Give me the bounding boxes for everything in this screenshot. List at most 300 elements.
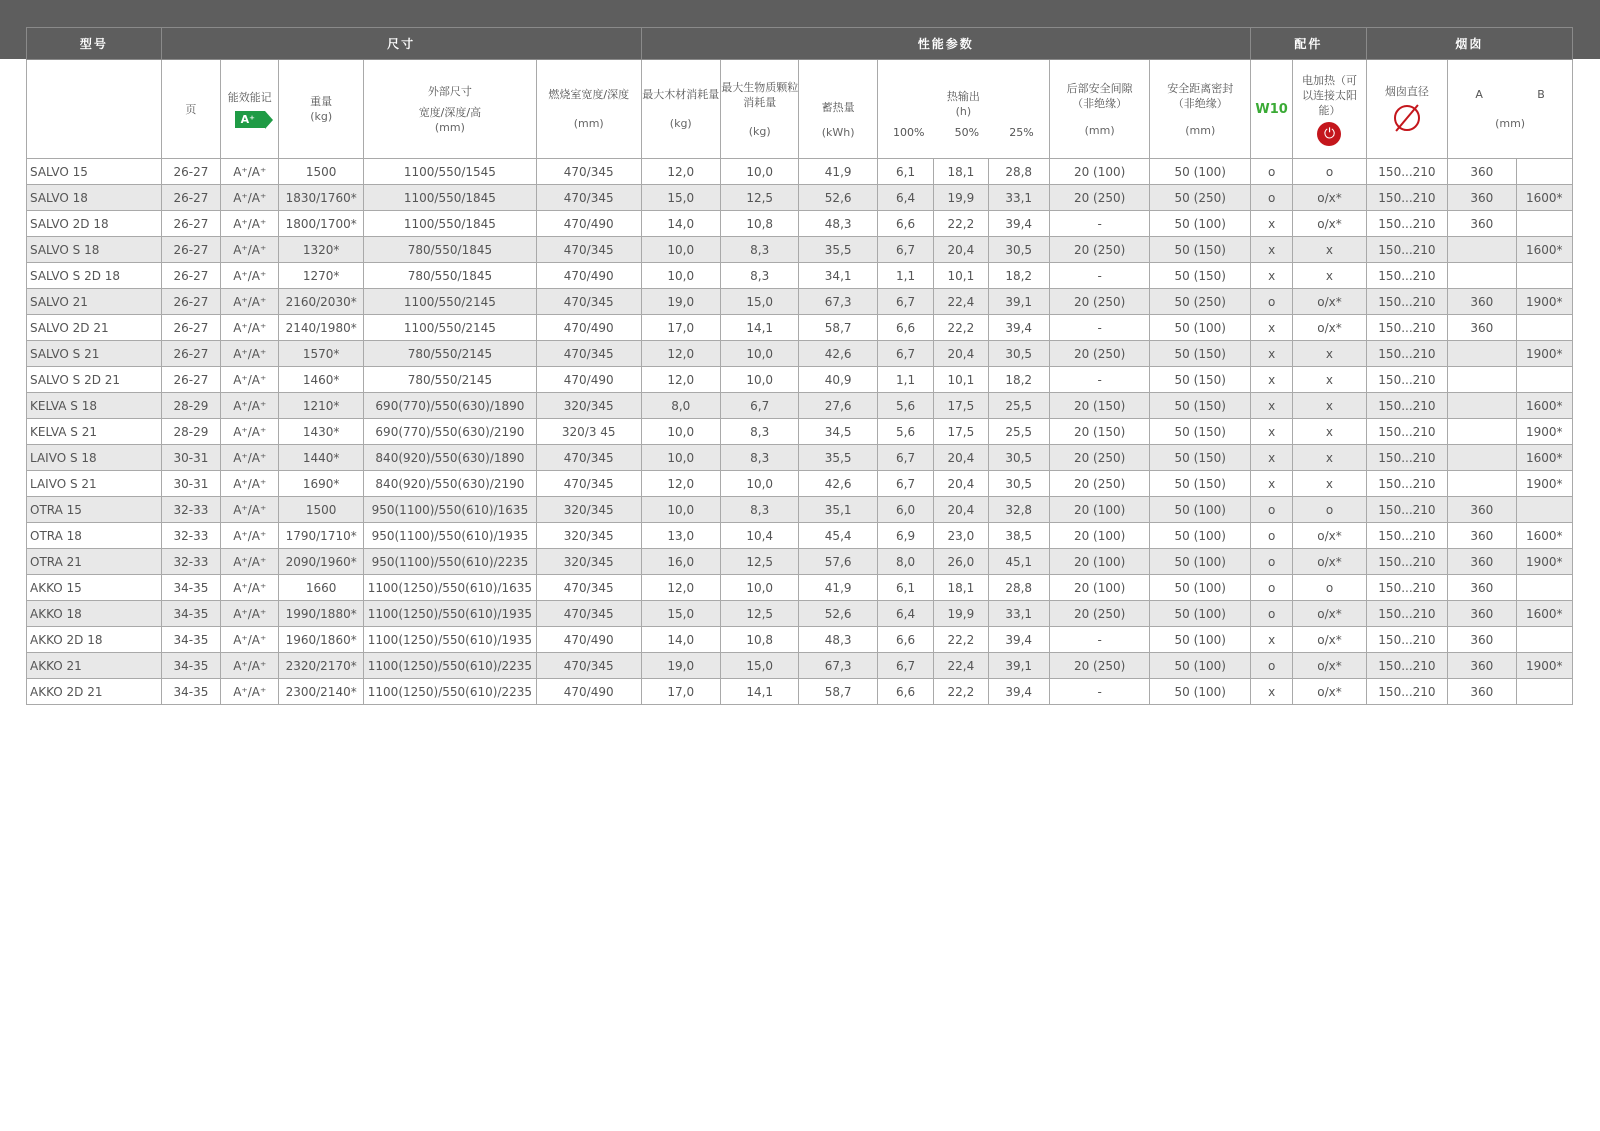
- header-safe-distance: [1150, 60, 1251, 159]
- cell-flue-diameter: 150...210: [1366, 237, 1447, 263]
- cell-firebox: 320/345: [536, 497, 641, 523]
- cell-energy: A⁺/A⁺: [221, 289, 279, 315]
- cell-outer-dims: 1100/550/2145: [363, 315, 536, 341]
- cell-heat-50: 22,2: [934, 679, 988, 705]
- cell-heat-25: 30,5: [988, 237, 1049, 263]
- cell-chimney-a: 360: [1448, 653, 1516, 679]
- cell-chimney-b: [1516, 315, 1572, 341]
- cell-model: SALVO S 18: [27, 237, 162, 263]
- cell-safe-distance: 50 (100): [1150, 653, 1251, 679]
- cell-chimney-b: [1516, 679, 1572, 705]
- cell-safe-distance: 50 (100): [1150, 523, 1251, 549]
- cell-chimney-b: [1516, 211, 1572, 237]
- cell-outer-dims: 1100(1250)/550(610)/2235: [363, 653, 536, 679]
- cell-w10: o: [1251, 159, 1293, 185]
- cell-heat-100: 6,7: [877, 341, 933, 367]
- cell-flue-diameter: 150...210: [1366, 601, 1447, 627]
- cell-chimney-b: [1516, 497, 1572, 523]
- cell-rear-clearance: 20 (150): [1049, 419, 1150, 445]
- cell-rear-clearance: 20 (250): [1049, 653, 1150, 679]
- header-safe-distance-unit: (mm): [1185, 123, 1216, 137]
- cell-storage: 35,5: [799, 237, 877, 263]
- table-row: [27, 419, 1573, 445]
- cell-outer-dims: 690(770)/550(630)/2190: [363, 419, 536, 445]
- cell-model: SALVO 21: [27, 289, 162, 315]
- cell-heat-25: 25,5: [988, 419, 1049, 445]
- cell-rear-clearance: 20 (100): [1049, 497, 1150, 523]
- cell-weight: 1990/1880*: [279, 601, 363, 627]
- cell-max-bio: 15,0: [720, 653, 798, 679]
- cell-page: 32-33: [161, 523, 220, 549]
- cell-w10: x: [1251, 263, 1293, 289]
- cell-rear-clearance: 20 (250): [1049, 471, 1150, 497]
- cell-max-wood: 19,0: [641, 653, 720, 679]
- cell-chimney-b: [1516, 263, 1572, 289]
- cell-safe-distance: 50 (100): [1150, 315, 1251, 341]
- cell-heat-25: 28,8: [988, 575, 1049, 601]
- header-weight-label: 重量: [310, 95, 333, 108]
- cell-max-wood: 10,0: [641, 237, 720, 263]
- cell-chimney-a: 360: [1448, 159, 1516, 185]
- cell-max-bio: 12,5: [720, 549, 798, 575]
- cell-heat-100: 6,6: [877, 211, 933, 237]
- cell-safe-distance: 50 (100): [1150, 549, 1251, 575]
- cell-chimney-b: 1900*: [1516, 653, 1572, 679]
- diameter-icon: [1394, 105, 1420, 131]
- cell-page: 26-27: [161, 367, 220, 393]
- header-flue-diameter-label: 烟囱直径: [1384, 84, 1429, 98]
- cell-safe-distance: 50 (100): [1150, 601, 1251, 627]
- header-max-bio: [720, 60, 798, 159]
- cell-rear-clearance: -: [1049, 315, 1150, 341]
- cell-firebox: 320/345: [536, 523, 641, 549]
- table-row: [27, 211, 1573, 237]
- cell-electric: o: [1293, 497, 1366, 523]
- cell-rear-clearance: 20 (250): [1049, 601, 1150, 627]
- column-header-row: [27, 60, 1573, 159]
- cell-w10: x: [1251, 393, 1293, 419]
- cell-electric: o/x*: [1293, 627, 1366, 653]
- cell-w10: o: [1251, 601, 1293, 627]
- cell-page: 30-31: [161, 445, 220, 471]
- cell-rear-clearance: 20 (250): [1049, 445, 1150, 471]
- cell-page: 32-33: [161, 497, 220, 523]
- cell-storage: 41,9: [799, 575, 877, 601]
- cell-page: 34-35: [161, 679, 220, 705]
- cell-heat-50: 10,1: [934, 263, 988, 289]
- header-w10: [1251, 60, 1293, 159]
- cell-heat-50: 17,5: [934, 419, 988, 445]
- cell-flue-diameter: 150...210: [1366, 289, 1447, 315]
- cell-heat-25: 39,4: [988, 315, 1049, 341]
- cell-heat-25: 39,4: [988, 679, 1049, 705]
- cell-weight: 2090/1960*: [279, 549, 363, 575]
- table-row: [27, 159, 1573, 185]
- cell-flue-diameter: 150...210: [1366, 549, 1447, 575]
- header-max-bio-label: 最大生物质颗粒消耗量: [721, 80, 799, 109]
- cell-w10: o: [1251, 653, 1293, 679]
- cell-max-wood: 12,0: [641, 575, 720, 601]
- cell-heat-50: 22,2: [934, 627, 988, 653]
- cell-model: SALVO 18: [27, 185, 162, 211]
- group-accessories: 配件: [1251, 28, 1367, 60]
- cell-heat-100: 6,9: [877, 523, 933, 549]
- header-storage-unit: (kWh): [821, 126, 855, 139]
- cell-heat-25: 28,8: [988, 159, 1049, 185]
- cell-energy: A⁺/A⁺: [221, 341, 279, 367]
- header-energy-label: 能效能记: [227, 91, 272, 104]
- cell-energy: A⁺/A⁺: [221, 445, 279, 471]
- cell-heat-25: 25,5: [988, 393, 1049, 419]
- cell-max-wood: 15,0: [641, 601, 720, 627]
- cell-model: SALVO 15: [27, 159, 162, 185]
- cell-rear-clearance: -: [1049, 627, 1150, 653]
- cell-chimney-a: [1448, 393, 1516, 419]
- cell-w10: x: [1251, 679, 1293, 705]
- cell-heat-100: 6,6: [877, 315, 933, 341]
- table-row: [27, 471, 1573, 497]
- cell-heat-50: 19,9: [934, 185, 988, 211]
- cell-heat-50: 20,4: [934, 341, 988, 367]
- cell-max-bio: 8,3: [720, 263, 798, 289]
- cell-max-bio: 10,4: [720, 523, 798, 549]
- table-row: [27, 601, 1573, 627]
- cell-storage: 40,9: [799, 367, 877, 393]
- header-firebox-unit: (mm): [573, 117, 604, 130]
- cell-electric: o/x*: [1293, 315, 1366, 341]
- cell-chimney-b: 1900*: [1516, 419, 1572, 445]
- cell-max-bio: 10,8: [720, 627, 798, 653]
- cell-safe-distance: 50 (150): [1150, 445, 1251, 471]
- cell-flue-diameter: 150...210: [1366, 315, 1447, 341]
- cell-chimney-b: 1600*: [1516, 393, 1572, 419]
- cell-outer-dims: 690(770)/550(630)/1890: [363, 393, 536, 419]
- cell-energy: A⁺/A⁺: [221, 159, 279, 185]
- cell-firebox: 470/345: [536, 471, 641, 497]
- cell-safe-distance: 50 (150): [1150, 367, 1251, 393]
- cell-chimney-b: 1900*: [1516, 471, 1572, 497]
- cell-model: AKKO 18: [27, 601, 162, 627]
- header-storage: [799, 60, 877, 159]
- cell-energy: A⁺/A⁺: [221, 627, 279, 653]
- cell-outer-dims: 780/550/1845: [363, 237, 536, 263]
- cell-max-wood: 10,0: [641, 263, 720, 289]
- cell-firebox: 470/345: [536, 237, 641, 263]
- cell-storage: 57,6: [799, 549, 877, 575]
- cell-w10: x: [1251, 471, 1293, 497]
- cell-weight: 2140/1980*: [279, 315, 363, 341]
- cell-firebox: 470/345: [536, 289, 641, 315]
- header-max-wood: [641, 60, 720, 159]
- cell-rear-clearance: 20 (100): [1049, 575, 1150, 601]
- header-heat-100: 100%: [892, 125, 925, 139]
- header-heat-50: 50%: [954, 125, 980, 139]
- cell-max-bio: 12,5: [720, 601, 798, 627]
- cell-heat-100: 6,1: [877, 159, 933, 185]
- cell-rear-clearance: 20 (250): [1049, 341, 1150, 367]
- spec-table-body: [27, 159, 1573, 705]
- cell-flue-diameter: 150...210: [1366, 627, 1447, 653]
- cell-safe-distance: 50 (100): [1150, 159, 1251, 185]
- cell-heat-25: 30,5: [988, 341, 1049, 367]
- cell-firebox: 470/490: [536, 263, 641, 289]
- cell-max-bio: 10,0: [720, 575, 798, 601]
- group-performance: 性能参数: [641, 28, 1251, 60]
- cell-energy: A⁺/A⁺: [221, 393, 279, 419]
- cell-flue-diameter: 150...210: [1366, 185, 1447, 211]
- cell-safe-distance: 50 (100): [1150, 497, 1251, 523]
- cell-page: 26-27: [161, 289, 220, 315]
- cell-heat-50: 22,4: [934, 653, 988, 679]
- chimney-ab-labels: [1448, 87, 1572, 102]
- cell-safe-distance: 50 (150): [1150, 237, 1251, 263]
- cell-model: AKKO 2D 21: [27, 679, 162, 705]
- cell-heat-50: 20,4: [934, 471, 988, 497]
- cell-safe-distance: 50 (100): [1150, 679, 1251, 705]
- cell-weight: 1460*: [279, 367, 363, 393]
- header-model-blank: [27, 60, 162, 159]
- cell-heat-100: 6,7: [877, 653, 933, 679]
- cell-chimney-b: 1600*: [1516, 523, 1572, 549]
- table-row: [27, 341, 1573, 367]
- cell-max-wood: 17,0: [641, 315, 720, 341]
- cell-chimney-a: [1448, 445, 1516, 471]
- cell-storage: 34,1: [799, 263, 877, 289]
- cell-heat-100: 6,4: [877, 601, 933, 627]
- cell-heat-25: 39,1: [988, 653, 1049, 679]
- cell-safe-distance: 50 (150): [1150, 471, 1251, 497]
- cell-weight: 1660: [279, 575, 363, 601]
- cell-weight: 1210*: [279, 393, 363, 419]
- cell-chimney-a: 360: [1448, 315, 1516, 341]
- cell-max-wood: 14,0: [641, 627, 720, 653]
- cell-w10: x: [1251, 315, 1293, 341]
- group-size: 尺寸: [161, 28, 641, 60]
- cell-energy: A⁺/A⁺: [221, 549, 279, 575]
- cell-storage: 27,6: [799, 393, 877, 419]
- cell-max-wood: 17,0: [641, 679, 720, 705]
- cell-heat-25: 39,4: [988, 211, 1049, 237]
- cell-w10: o: [1251, 289, 1293, 315]
- cell-energy: A⁺/A⁺: [221, 679, 279, 705]
- cell-w10: x: [1251, 211, 1293, 237]
- table-row: [27, 627, 1573, 653]
- header-chimney-unit: (mm): [1495, 117, 1526, 130]
- cell-energy: A⁺/A⁺: [221, 263, 279, 289]
- cell-safe-distance: 50 (250): [1150, 185, 1251, 211]
- cell-heat-25: 18,2: [988, 263, 1049, 289]
- cell-electric: x: [1293, 341, 1366, 367]
- cell-weight: 2300/2140*: [279, 679, 363, 705]
- cell-max-wood: 19,0: [641, 289, 720, 315]
- cell-firebox: 470/345: [536, 601, 641, 627]
- cell-firebox: 470/345: [536, 653, 641, 679]
- cell-page: 26-27: [161, 315, 220, 341]
- cell-w10: x: [1251, 445, 1293, 471]
- cell-weight: 2320/2170*: [279, 653, 363, 679]
- cell-chimney-a: 360: [1448, 627, 1516, 653]
- cell-page: 26-27: [161, 263, 220, 289]
- cell-heat-50: 22,4: [934, 289, 988, 315]
- cell-electric: x: [1293, 445, 1366, 471]
- header-weight-unit: (kg): [310, 110, 333, 123]
- cell-flue-diameter: 150...210: [1366, 211, 1447, 237]
- cell-outer-dims: 950(1100)/550(610)/2235: [363, 549, 536, 575]
- cell-chimney-a: 360: [1448, 549, 1516, 575]
- cell-flue-diameter: 150...210: [1366, 419, 1447, 445]
- cell-storage: 58,7: [799, 315, 877, 341]
- cell-safe-distance: 50 (150): [1150, 341, 1251, 367]
- cell-heat-100: 6,6: [877, 679, 933, 705]
- cell-energy: A⁺/A⁺: [221, 237, 279, 263]
- cell-heat-100: 1,1: [877, 263, 933, 289]
- cell-flue-diameter: 150...210: [1366, 523, 1447, 549]
- cell-energy: A⁺/A⁺: [221, 471, 279, 497]
- header-safe-distance-label: 安全距离密封（非绝缘）: [1167, 81, 1234, 110]
- cell-w10: o: [1251, 185, 1293, 211]
- cell-weight: 1690*: [279, 471, 363, 497]
- cell-weight: 1790/1710*: [279, 523, 363, 549]
- cell-chimney-b: 1600*: [1516, 601, 1572, 627]
- group-model: 型号: [27, 28, 162, 60]
- cell-rear-clearance: 20 (250): [1049, 237, 1150, 263]
- table-row: [27, 653, 1573, 679]
- cell-heat-50: 17,5: [934, 393, 988, 419]
- header-energy: [221, 60, 279, 159]
- table-row: [27, 315, 1573, 341]
- header-rear-clearance-unit: (mm): [1084, 123, 1115, 137]
- header-heat-output-label: 热输出: [946, 89, 980, 103]
- table-row: [27, 393, 1573, 419]
- cell-page: 26-27: [161, 159, 220, 185]
- cell-chimney-a: [1448, 341, 1516, 367]
- cell-energy: A⁺/A⁺: [221, 185, 279, 211]
- cell-electric: x: [1293, 263, 1366, 289]
- heat-output-levels: [878, 125, 1049, 140]
- cell-outer-dims: 1100(1250)/550(610)/1935: [363, 627, 536, 653]
- cell-max-bio: 8,3: [720, 497, 798, 523]
- cell-electric: o: [1293, 575, 1366, 601]
- cell-heat-100: 6,1: [877, 575, 933, 601]
- table-row: [27, 185, 1573, 211]
- cell-flue-diameter: 150...210: [1366, 367, 1447, 393]
- cell-w10: o: [1251, 523, 1293, 549]
- cell-max-bio: 8,3: [720, 237, 798, 263]
- header-weight: [279, 60, 363, 159]
- cell-storage: 67,3: [799, 653, 877, 679]
- cell-chimney-a: 360: [1448, 185, 1516, 211]
- cell-safe-distance: 50 (250): [1150, 289, 1251, 315]
- cell-firebox: 470/490: [536, 679, 641, 705]
- cell-weight: 1800/1700*: [279, 211, 363, 237]
- cell-firebox: 320/345: [536, 393, 641, 419]
- cell-storage: 35,1: [799, 497, 877, 523]
- spec-sheet: [26, 27, 1573, 705]
- cell-heat-100: 6,7: [877, 289, 933, 315]
- cell-energy: A⁺/A⁺: [221, 211, 279, 237]
- cell-heat-25: 39,4: [988, 627, 1049, 653]
- cell-w10: x: [1251, 627, 1293, 653]
- cell-safe-distance: 50 (150): [1150, 419, 1251, 445]
- cell-flue-diameter: 150...210: [1366, 497, 1447, 523]
- cell-outer-dims: 950(1100)/550(610)/1935: [363, 523, 536, 549]
- header-firebox-label: 燃烧室宽度/深度: [548, 88, 630, 101]
- cell-model: KELVA S 18: [27, 393, 162, 419]
- cell-weight: 1500: [279, 497, 363, 523]
- cell-outer-dims: 780/550/2145: [363, 341, 536, 367]
- cell-chimney-a: 360: [1448, 211, 1516, 237]
- cell-chimney-a: [1448, 367, 1516, 393]
- cell-outer-dims: 950(1100)/550(610)/1635: [363, 497, 536, 523]
- header-max-bio-unit: (kg): [748, 124, 771, 138]
- plug-icon: ⏻: [1317, 122, 1341, 146]
- cell-heat-100: 6,7: [877, 471, 933, 497]
- cell-electric: o: [1293, 159, 1366, 185]
- cell-max-wood: 15,0: [641, 185, 720, 211]
- cell-electric: x: [1293, 419, 1366, 445]
- cell-flue-diameter: 150...210: [1366, 159, 1447, 185]
- cell-page: 26-27: [161, 211, 220, 237]
- cell-max-wood: 12,0: [641, 159, 720, 185]
- cell-model: SALVO 2D 21: [27, 315, 162, 341]
- cell-heat-100: 1,1: [877, 367, 933, 393]
- cell-chimney-b: 1900*: [1516, 549, 1572, 575]
- header-rear-clearance: [1049, 60, 1150, 159]
- cell-weight: 1960/1860*: [279, 627, 363, 653]
- cell-electric: o/x*: [1293, 653, 1366, 679]
- cell-storage: 34,5: [799, 419, 877, 445]
- cell-heat-50: 20,4: [934, 497, 988, 523]
- cell-chimney-b: [1516, 627, 1572, 653]
- cell-rear-clearance: 20 (150): [1049, 393, 1150, 419]
- cell-rear-clearance: -: [1049, 263, 1150, 289]
- cell-chimney-b: 1900*: [1516, 341, 1572, 367]
- cell-electric: o/x*: [1293, 185, 1366, 211]
- cell-firebox: 470/345: [536, 575, 641, 601]
- cell-max-wood: 12,0: [641, 471, 720, 497]
- header-outer-dims-unit: (mm): [434, 120, 465, 134]
- cell-chimney-b: 1600*: [1516, 185, 1572, 211]
- cell-chimney-b: 1900*: [1516, 289, 1572, 315]
- cell-heat-25: 33,1: [988, 185, 1049, 211]
- header-w10-label: W10: [1255, 101, 1288, 117]
- cell-energy: A⁺/A⁺: [221, 497, 279, 523]
- cell-outer-dims: 840(920)/550(630)/2190: [363, 471, 536, 497]
- cell-outer-dims: 1100(1250)/550(610)/1635: [363, 575, 536, 601]
- cell-max-wood: 8,0: [641, 393, 720, 419]
- cell-chimney-a: 360: [1448, 575, 1516, 601]
- cell-safe-distance: 50 (150): [1150, 263, 1251, 289]
- cell-electric: o/x*: [1293, 289, 1366, 315]
- cell-heat-25: 45,1: [988, 549, 1049, 575]
- cell-outer-dims: 780/550/2145: [363, 367, 536, 393]
- table-row: [27, 445, 1573, 471]
- cell-model: SALVO S 2D 18: [27, 263, 162, 289]
- cell-heat-100: 5,6: [877, 393, 933, 419]
- cell-page: 26-27: [161, 237, 220, 263]
- cell-outer-dims: 1100/550/1845: [363, 211, 536, 237]
- cell-page: 34-35: [161, 653, 220, 679]
- cell-flue-diameter: 150...210: [1366, 471, 1447, 497]
- header-outer-dims: [363, 60, 536, 159]
- cell-outer-dims: 1100/550/2145: [363, 289, 536, 315]
- cell-model: SALVO 2D 18: [27, 211, 162, 237]
- cell-max-bio: 12,5: [720, 185, 798, 211]
- cell-energy: A⁺/A⁺: [221, 601, 279, 627]
- cell-electric: o/x*: [1293, 679, 1366, 705]
- cell-page: 34-35: [161, 575, 220, 601]
- header-page-label: 页: [185, 102, 197, 116]
